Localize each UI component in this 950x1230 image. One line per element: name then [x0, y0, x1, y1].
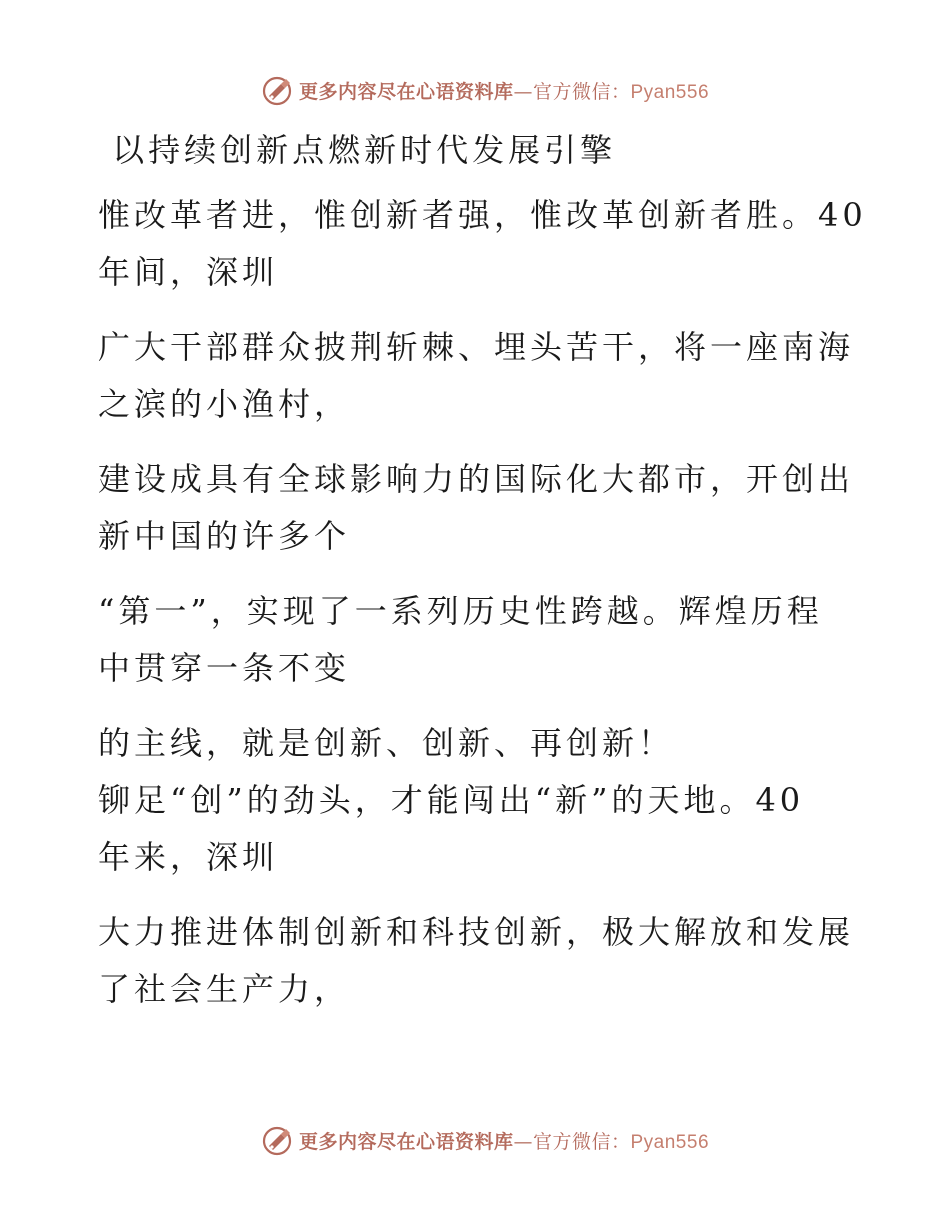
paragraph — [98, 451, 855, 565]
banner-inner — [261, 1124, 709, 1156]
paragraph — [98, 715, 838, 772]
banner-site-name: 更多内容尽在心语资料库 — [298, 80, 514, 103]
paragraph-line: “第一”，实现了一系列历史性跨越。辉煌历程 — [98, 592, 823, 630]
paragraph-line: 的主线，就是创新、创新、再创新！ — [98, 724, 675, 762]
paragraph — [98, 583, 838, 697]
paragraph-line: 中贯穿一条不变 — [98, 649, 351, 687]
paragraph-line: 广大干部群众披荆斩棘、埋头苦干，将一座南海 — [98, 328, 855, 366]
paragraph-line: 年来，深圳 — [98, 838, 279, 876]
banner-wechat-label: 官方微信： — [532, 80, 631, 103]
paragraph-line: 建设成具有全球影响力的国际化大都市，开创出 — [98, 460, 855, 498]
banner-text — [299, 1127, 709, 1154]
paragraph — [98, 319, 855, 433]
pen-logo-icon — [261, 1124, 293, 1156]
paragraph — [98, 772, 838, 886]
paragraph-line: 了社会生产力， — [98, 970, 351, 1008]
document-title-text: 以持续创新点燃新时代发展引擎 — [112, 131, 617, 169]
footer-banner — [0, 1122, 950, 1158]
document-body — [98, 122, 867, 1018]
paragraph-line: 铆足“创”的劲头，才能闯出“新”的天地。40 — [98, 781, 805, 819]
banner-site-name: 更多内容尽在心语资料库 — [298, 1130, 514, 1153]
paragraph-line: 新中国的许多个 — [98, 517, 351, 555]
banner-wechat-label: 官方微信： — [532, 1130, 631, 1153]
paragraph-line: 年间，深圳 — [98, 253, 279, 291]
banner-inner — [261, 74, 709, 106]
banner-wechat-id: Pyan556 — [630, 1131, 710, 1153]
banner-dash: — — [513, 1130, 533, 1153]
banner-text — [299, 77, 709, 104]
paragraph-line: 大力推进体制创新和科技创新，极大解放和发展 — [98, 913, 855, 951]
pen-logo-icon — [261, 74, 293, 106]
paragraph-line: 惟改革者进，惟创新者强，惟改革创新者胜。40 — [98, 196, 867, 234]
paragraph — [98, 187, 867, 301]
banner-wechat-id: Pyan556 — [630, 81, 710, 103]
paragraph-line: 之滨的小渔村， — [98, 385, 351, 423]
paragraph — [98, 904, 855, 1018]
document-title — [98, 122, 838, 179]
banner-dash: — — [513, 80, 533, 103]
header-banner — [0, 72, 950, 108]
